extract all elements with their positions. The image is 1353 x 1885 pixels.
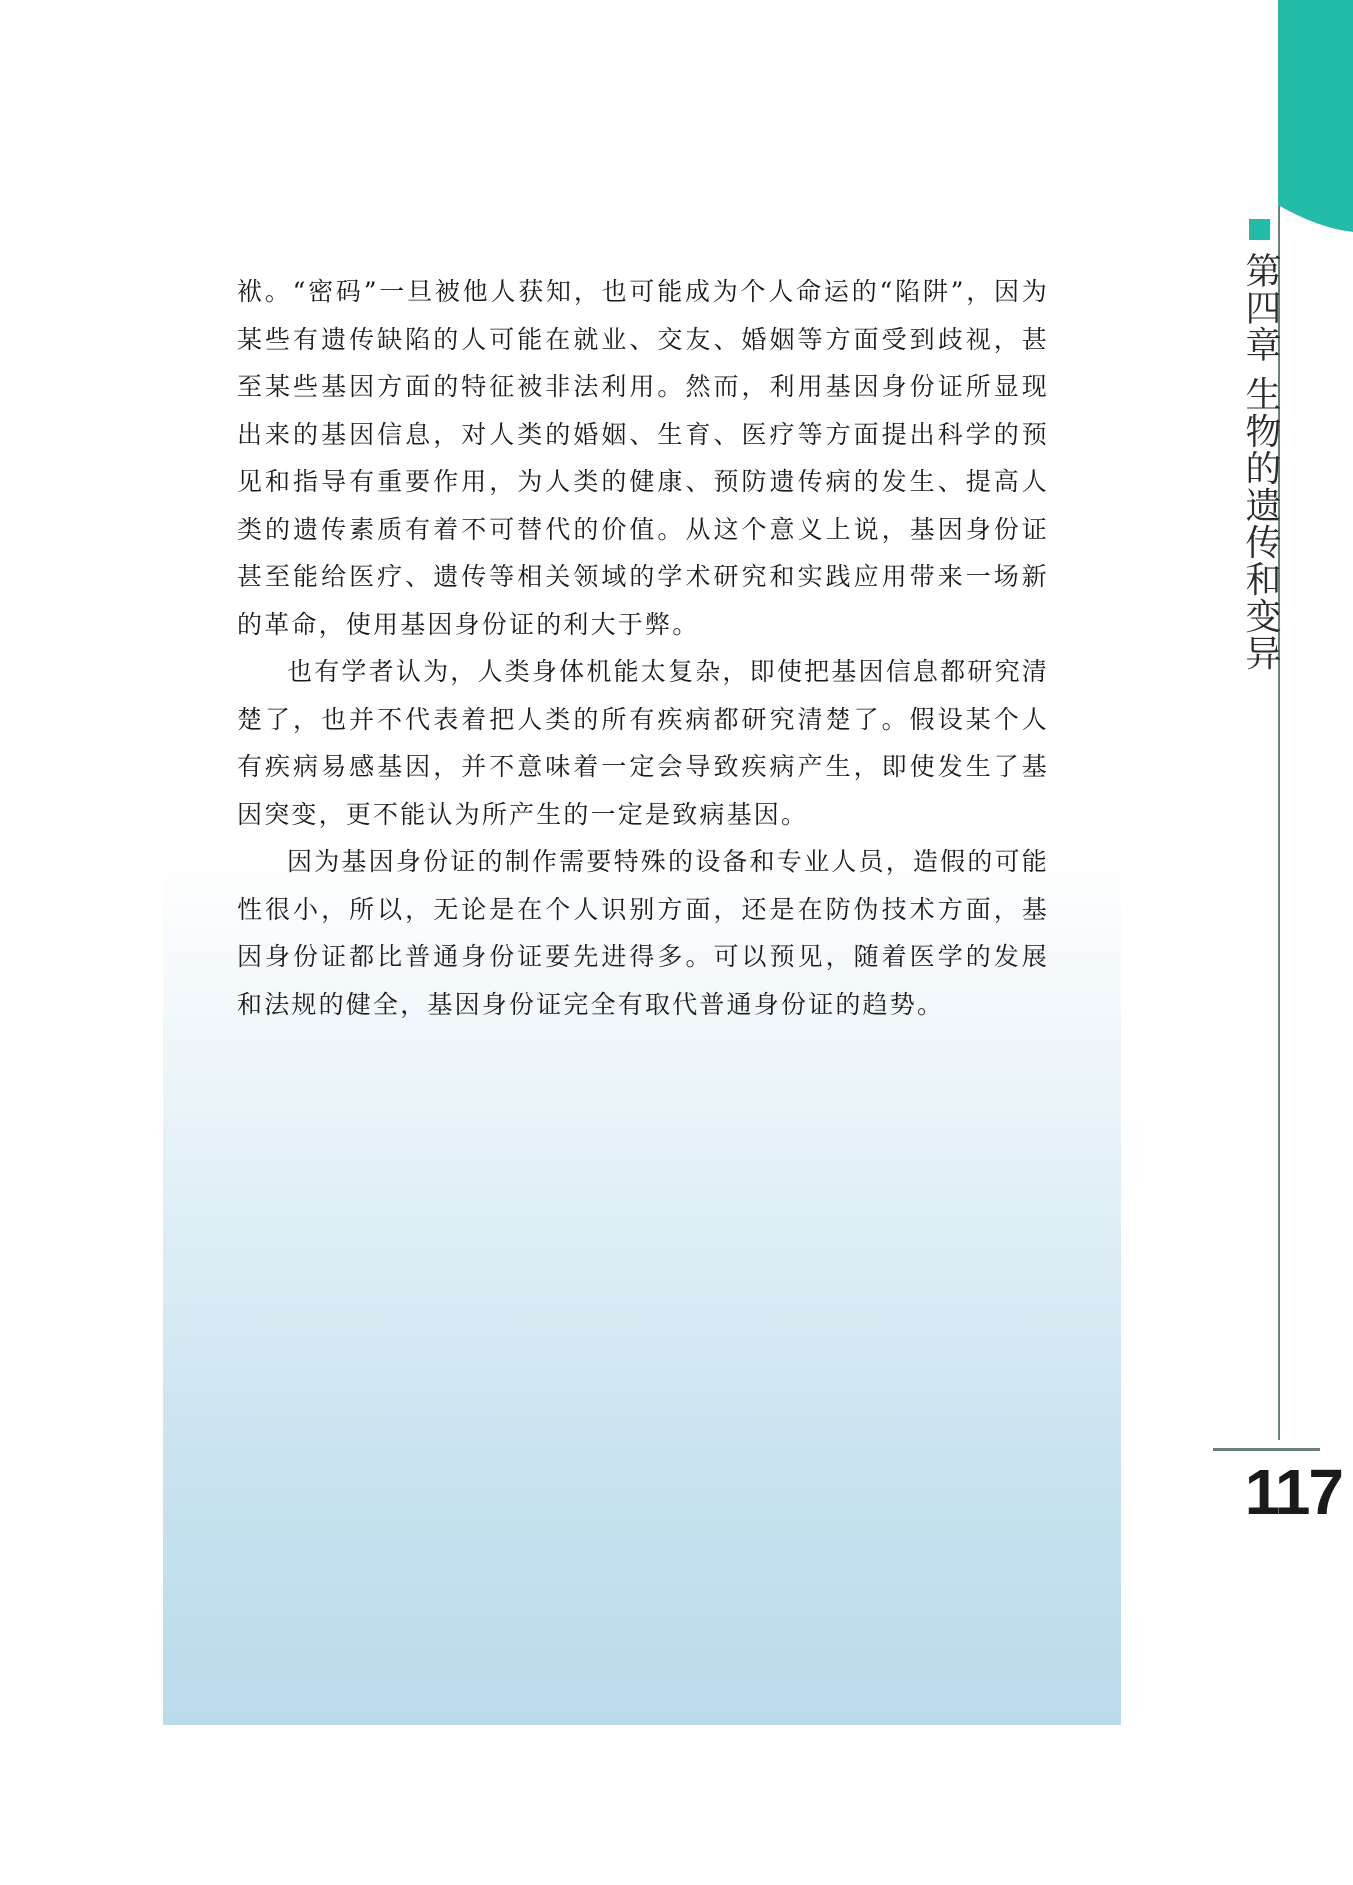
chapter-marker-square: [1249, 219, 1270, 240]
paragraph: 也有学者认为，人类身体机能太复杂，即使把基因信息都研究清楚了，也并不代表着把人类的所有疾病都研究清楚了。假设某个人有疾病易感基因，并不意味着一定会导致疾病产生，即使发生了基因突变，更不能认为所产生的一定是致病基因。: [237, 657, 1049, 829]
body-text: [237, 268, 1049, 1028]
chapter-tab: [1278, 0, 1353, 240]
page-number: 117: [1244, 1456, 1342, 1528]
chapter-title: 第四章 生物的遗传和变异: [1240, 252, 1281, 672]
paragraph-continued: 袱。“密码”一旦被他人获知，也可能成为个人命运的“陷阱”，因为某些有遗传缺陷的人可能在就业、交友、婚姻等方面受到歧视，甚至某些基因方面的特征被非法利用。然而，利用基因身份证所显现出来的基因信息，对人类的婚姻、生育、医疗等方面提出科学的预见和指导有重要作用，为人类的健康、预防遗传病的发生、提高人类的遗传素质有着不可替代的价值。从这个意义上说，基因身份证甚至能给医疗、遗传等相关领域的学术研究和实践应用带来一场新的革命，使用基因身份证的利大于弊。: [237, 277, 1049, 639]
page-number-rule: [1213, 1448, 1320, 1451]
paragraph: 因为基因身份证的制作需要特殊的设备和专业人员，造假的可能性很小，所以，无论是在个人识别方面，还是在防伪技术方面，基因身份证都比普通身份证要先进得多。可以预见，随着医学的发展和法规的健全，基因身份证完全有取代普通身份证的趋势。: [237, 847, 1049, 1019]
